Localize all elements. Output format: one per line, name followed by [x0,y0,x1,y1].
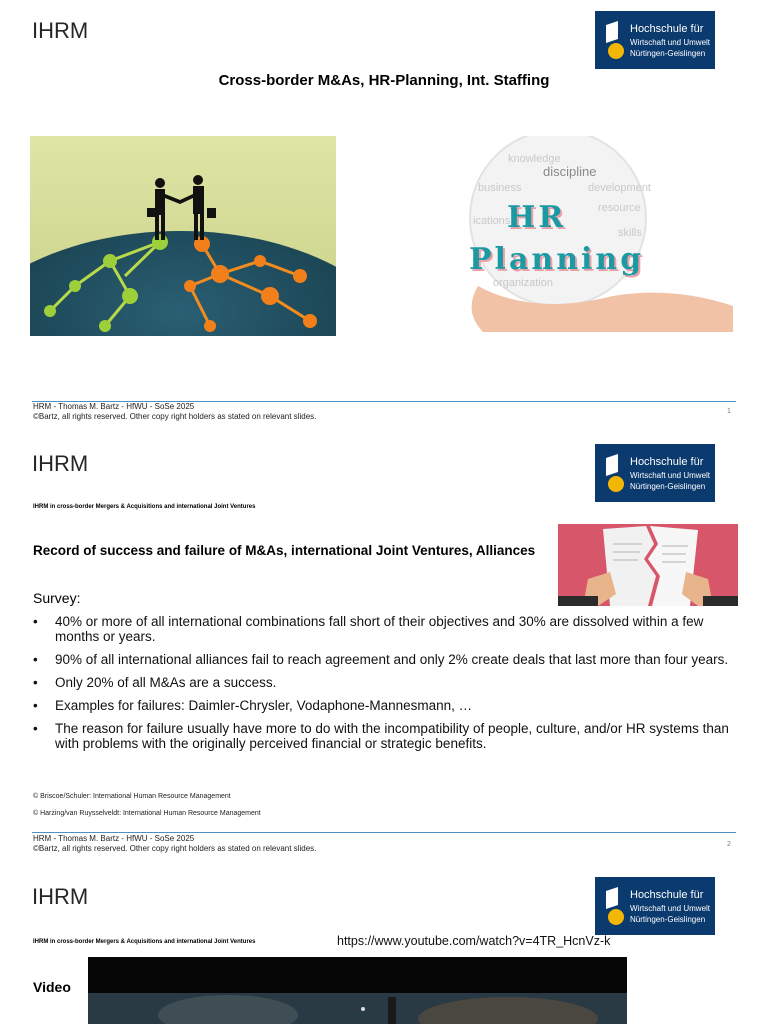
planning-text: Planning [469,242,645,277]
hr-planning-image [383,136,733,332]
logo-line2: Wirtschaft und Umwelt [630,38,711,47]
logo-line3: Nürtingen-Geislingen [630,49,706,58]
logo-line1: Hochschule für [630,889,704,901]
logo-mark-icon [604,21,626,61]
slide2-section-title: IHRM in cross-border Mergers & Acquisitions and international Joint Ventures [33,504,256,510]
slide3-section-title: IHRM in cross-border Mergers & Acquisitions and international Joint Ventures [33,939,256,945]
footer-line2: ©Bartz, all rights reserved. Other copy right holders as stated on relevant slides. [33,844,317,853]
logo-line2: Wirtschaft und Umwelt [630,471,711,480]
list-item: • 90% of all international alliances fail to reach agreement and only 2% create deals that last more than four years. [33,652,729,667]
source-citation: © Harzing/van Ruysselveldt: International Human Resource Management [33,810,261,817]
slide2-page-number: 2 [727,841,731,848]
slide1-page-number: 1 [727,408,731,415]
svg-text:ications: ications [473,215,511,227]
logo-line1: Hochschule für [630,456,704,468]
hr-text: HR [507,200,567,235]
logo-line1: Hochschule für [630,23,704,35]
slide2-heading: Record of success and failure of M&As, international Joint Ventures, Alliances [33,543,536,558]
university-logo [595,444,715,502]
svg-text:knowledge: knowledge [508,153,561,165]
svg-text:discipline: discipline [543,164,597,179]
svg-text:resource: resource [598,202,641,214]
list-item: • Examples for failures: Daimler-Chrysler, Vodaphone-Mannesmann, … [33,698,473,713]
embedded-video-player[interactable] [88,957,627,1024]
video-label: Video [33,979,71,995]
slide2-footer-line [32,832,736,833]
survey-bullet-list [33,614,733,759]
slide2-footer [33,834,316,854]
list-item: • The reason for failure usually have more to do with the incompatibility of people, culture, and/or HR systems than with problems with the originally perceived financial or strategic benefits. [33,721,729,751]
torn-contract-image [558,524,738,606]
university-logo [595,11,715,69]
youtube-link[interactable]: https://www.youtube.com/watch?v=4TR_HcnVz-k [337,934,611,948]
university-logo [595,877,715,935]
logo-line3: Nürtingen-Geislingen [630,482,706,491]
list-item: • Only 20% of all M&As are a success. [33,675,277,690]
bullet-icon: • [33,614,38,629]
handshake-globe-image [30,136,336,336]
svg-text:skills: skills [618,227,642,239]
slide1-header: IHRM [32,18,89,43]
footer-line1: HRM - Thomas M. Bartz - HfWU - SoSe 2025 [33,834,195,843]
slide2-header: IHRM [32,451,89,476]
bullet-icon: • [33,698,38,713]
list-item: • 40% or more of all international combinations fall short of their objectives and 30% are dissolved within a few months or years. [33,614,704,644]
logo-line2: Wirtschaft und Umwelt [630,904,711,913]
logo-mark-icon [604,454,626,494]
source-citation: © Briscoe/Schuler: International Human Resource Management [33,793,231,800]
bullet-icon: • [33,721,38,736]
svg-text:business: business [478,182,522,194]
svg-text:development: development [588,182,651,194]
survey-label: Survey: [33,590,81,606]
slide1-title: Cross-border M&As, HR-Planning, Int. Staffing [218,72,550,89]
slide1-footer [33,402,316,422]
logo-mark-icon [604,887,626,927]
slide3-header: IHRM [32,884,89,909]
footer-line1: HRM - Thomas M. Bartz - HfWU - SoSe 2025 [33,402,195,411]
bullet-icon: • [33,675,38,690]
svg-text:organization: organization [493,277,553,289]
bullet-icon: • [33,652,38,667]
logo-line3: Nürtingen-Geislingen [630,915,706,924]
footer-line2: ©Bartz, all rights reserved. Other copy right holders as stated on relevant slides. [33,412,317,421]
